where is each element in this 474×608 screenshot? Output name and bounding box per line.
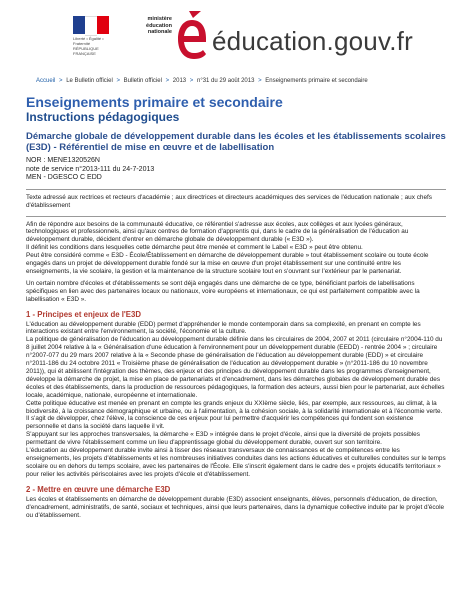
section-1-paragraph: L'éducation au développement durable (EDD) permet d'appréhender le monde contemporain dans sa complexité, en prenant en compte les interactions existant entre l'environnement, la société, l'économie et la culture. bbox=[26, 320, 421, 336]
section-1-paragraph: L'éducation au développement durable invite ainsi à tisser des réseaux transversaux de connaissances et de compétences entre les enseignements, les projets d'établissements et les nombreuses initiatives conduites dans les actions éducatives et culturelles conduites sur le temps scolaire ou en dehors du temps scolaire, avec les partenaires de l'École. Elle s'inscrit également dans le cadre des « projets éducatifs territoriaux » pour relier les activités périscolaires avec les projets d'école et d'établissement. bbox=[26, 447, 446, 478]
breadcrumb-home-link[interactable]: Accueil bbox=[36, 78, 56, 84]
breadcrumb-separator: > bbox=[116, 78, 120, 84]
rf-name: RÉPUBLIQUE FRANÇAISE bbox=[73, 46, 99, 56]
article-title: Démarche globale de développement durable dans les écoles et les établissements scolaires (E3D) - Référentiel de mise en œuvre et de labellisation bbox=[26, 131, 446, 153]
breadcrumb-separator: > bbox=[59, 78, 63, 84]
breadcrumb-current: Enseignements primaire et secondaire bbox=[265, 78, 368, 84]
breadcrumb bbox=[36, 78, 368, 84]
note-reference: note de service n°2013-111 du 24-7-2013 bbox=[26, 165, 155, 173]
nor-reference: NOR : MENE1320526N bbox=[26, 157, 100, 164]
issuer-reference: MEN - DGESCO C EDD bbox=[26, 174, 102, 181]
ministry-line: nationale bbox=[147, 29, 172, 35]
site-header bbox=[0, 0, 474, 68]
section-1-paragraph: La politique de généralisation de l'éducation au développement durable définie dans les circulaires de 2004, 2007 et 2011 (circulaire n°2004-110 du 8 juillet 2004 relative à la « Généralisation d'une éducation à l'environnement pour un développement durable (EEDD) - rentrée 2004 » ; circulaire n°2007-077 du 29 mars 2007 relative à la « Seconde phase de généralisation de l'éducation au développement durable (EDD) » et circulaire n°2011-186 du 24 octobre 2011 « Troisième phase de généralisation de l'éducation au développement durable » (n°2011-186 du 10 novembre 2011)), qui ét abilissent l'intégration des thèmes, des enjeux et des principes du développement durable dans les programmes d'enseignement, développe la démarche de projet, la mise en place de partenariats et d'encadrement, dans les démarches globales de développement durable des écoles et des établissements, dans la production de ressources pédagogiques, la formation des acteurs, aussi bien pour le partenariat, aux échelles locale, académique, nationale, européenne et internationale. bbox=[26, 336, 445, 399]
ministry-name bbox=[132, 16, 172, 36]
intro-paragraph: Peut être considéré comme « E3D - École/Établissement en démarche de développement durable » tout établissement scolaire ou toute école engagés dans un projet de développement durable fondé sur la mise en œuvre d'un projet établissement sur une continuité entre les enseignements, la vie scolaire, la gestion et la maintenance de la structure scolaire tout en s'ouvrant sur l'extérieur par le partenariat. bbox=[26, 252, 429, 275]
flag-blue-band bbox=[73, 16, 85, 34]
section-1-paragraph: S'appuyant sur les approches transversales, la démarche « E3D » intégrée dans le projet d'école, ainsi que la diversité de projets possibles permettant de vivre l'établissement comme un lieu d'apprentissage global du développement durable, ouvert sur son territoire. bbox=[26, 431, 420, 447]
intro-paragraph: Il définit les conditions dans lesquelles cette démarche peut être menée et comment le Label « E3D » peut être obtenu. bbox=[26, 244, 363, 252]
education-e-logo-icon[interactable] bbox=[177, 9, 207, 61]
ministry-line: ministère bbox=[147, 16, 172, 22]
section-1-heading: 1 - Principes et enjeux de l'E3D bbox=[26, 309, 141, 319]
breadcrumb-item[interactable]: 2013 bbox=[172, 78, 187, 84]
ministry-line: éducation bbox=[146, 22, 172, 29]
breadcrumb-item[interactable]: Le Bulletin officiel bbox=[66, 78, 113, 84]
republique-francaise-text bbox=[73, 36, 117, 56]
french-flag-icon bbox=[73, 16, 109, 34]
rf-motto: Liberté • Égalité • Fraternité bbox=[73, 36, 104, 46]
e-accent-mark bbox=[189, 11, 201, 18]
subsection-title: Instructions pédagogiques bbox=[26, 110, 180, 124]
breadcrumb-separator: > bbox=[165, 78, 170, 84]
section-title: Enseignements primaire et secondaire bbox=[26, 94, 283, 110]
divider bbox=[26, 216, 446, 217]
recipients-text: Texte adressé aux rectrices et recteurs d'académie ; aux directrices et directeurs académiques des services de l'éducation nationale ; aux chefs d'établissement bbox=[26, 193, 432, 209]
flag-red-band bbox=[97, 16, 109, 34]
article-content bbox=[26, 94, 446, 519]
e-letter-shape bbox=[178, 20, 206, 59]
divider bbox=[26, 189, 446, 190]
section-1-paragraph: Cette politique éducative est menée en prenant en compte les grands enjeux du XXIème siècle, liés, par exemple, aux ressources, au climat, à la biodiversité, à la croissance démographique et urbaine, ou à l'alimentation, à la cohésion sociale, à la solidarité internationale et à l'économie verte. Il s'agit de développer, chez l'élève, la conscience de ces enjeux pour lui permettre d'acquérir les compétences qui fondent son existence personnelle et dans la société dans laquelle il vit. bbox=[26, 399, 443, 431]
section-2-heading: 2 - Mettre en œuvre une démarche E3D bbox=[26, 484, 171, 494]
site-name[interactable]: éducation.gouv.fr bbox=[212, 26, 413, 56]
breadcrumb-item[interactable]: Bulletin officiel bbox=[123, 78, 162, 84]
breadcrumb-item[interactable]: n°31 du 29 août 2013 bbox=[196, 78, 255, 84]
section-2-paragraph: Les écoles et établissements en démarche de développement durable (E3D) associent enseignants, élèves, personnels d'éducation, de direction, d'encadrement, administratifs, de santé, sociaux et techniques, ainsi que leurs partenaires, dans la dynamique collective induite par le projet d'école ou d'établissement. bbox=[26, 495, 445, 519]
intro-paragraph: Afin de répondre aux besoins de la communauté éducative, ce référentiel s'adresse aux écoles, aux collèges et aux lycées généraux, technologiques et professionnels, ainsi qu'aux centres de formation d'apprentis qui, dans le cadre de la généralisation de l'éducation au développement durable, décident d'entrer en démarche globale de développement durable (« E3D »). bbox=[26, 220, 409, 244]
flag-white-band bbox=[85, 16, 97, 36]
intro-paragraph: Un certain nombre d'écoles et d'établissements se sont déjà engagés dans une démarche de ce type, bénéficiant parfois de labellisations spécifiques en lien avec des partenaires locaux ou nationaux, voire européens et internationaux, ce qui est parfaitement compatible avec la labellisation « E3D ». bbox=[26, 279, 420, 303]
article-meta bbox=[26, 157, 446, 183]
breadcrumb-separator: > bbox=[189, 78, 194, 84]
breadcrumb-separator: > bbox=[258, 78, 262, 84]
republique-francaise-logo bbox=[73, 16, 113, 56]
